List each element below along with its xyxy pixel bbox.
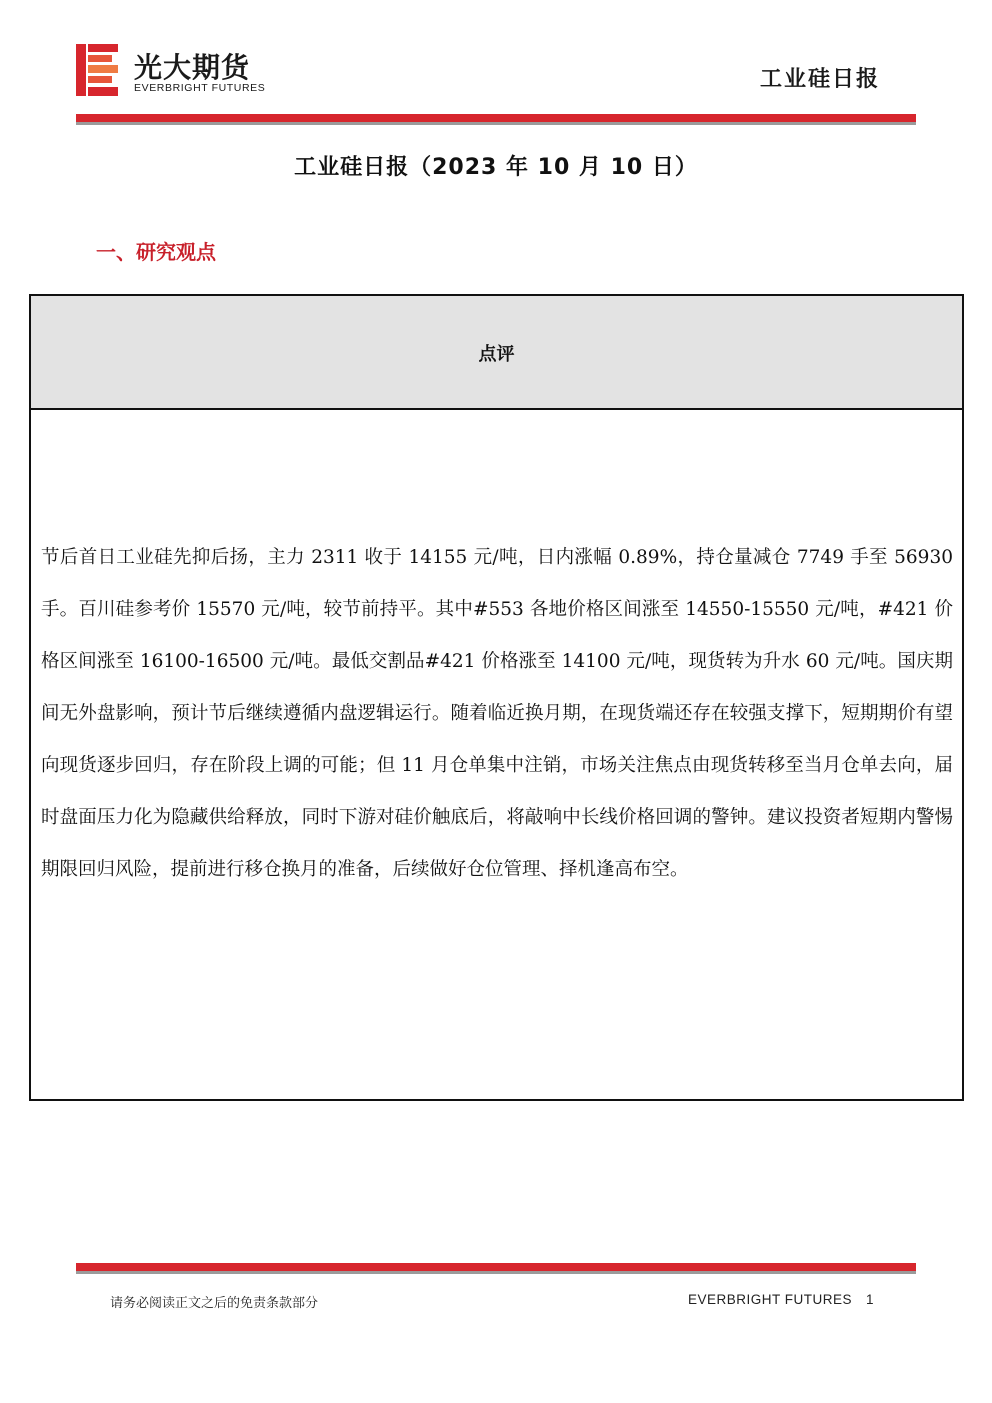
logo-chinese-name: 光大期货 bbox=[134, 51, 251, 84]
commentary-header-label: 点评 bbox=[478, 344, 515, 365]
logo-english-name: EVERBRIGHT FUTURES bbox=[134, 82, 266, 94]
commentary-table-header bbox=[31, 296, 962, 410]
report-name-header: 工业硅日报 bbox=[759, 67, 880, 92]
footer-brand-block bbox=[688, 1292, 874, 1307]
page-number: 1 bbox=[865, 1292, 874, 1307]
footer-disclaimer: 请务必阅读正文之后的免责条款部分 bbox=[110, 1296, 319, 1311]
header-divider bbox=[76, 114, 916, 125]
document-title: 工业硅日报（2023 年 10 月 10 日） bbox=[294, 155, 698, 180]
commentary-table bbox=[29, 294, 964, 1101]
footer-divider bbox=[76, 1263, 916, 1274]
commentary-body-text: 节后首日工业硅先抑后扬，主力 2311 收于 14155 元/吨，日内涨幅 0.89%，持仓量减仓 7749 手至 56930 手。百川硅参考价 15570 元/吨，较节前持平。其中#553 各地价格区间涨至 14550-15550 元/吨，#421 价格区间涨至 16100-16500 元/吨。最低交割品#421 价格涨至 14100 元/吨，现货转为升水 60 元/吨。国庆期间无外盘影响，预计节后继续遵循内盘逻辑运行。随着临近换月期，在现货端还存在较强支撑下，短期期价有望向现货逐步回归，存在阶段上调的可能；但 11 月仓单集中注销，市场关注焦点由现货转移至当月仓单去向，届时盘面压力化为隐藏供给释放，同时下游对硅价触底后，将敲响中长线价格回调的警钟。建议投资者短期内警惕期限回归风险，提前进行移仓换月的准备，后续做好仓位管理、择机逢高布空。 bbox=[41, 547, 953, 880]
footer-brand: EVERBRIGHT FUTURES bbox=[687, 1292, 852, 1307]
section-heading: 一、研究观点 bbox=[96, 240, 216, 264]
company-logo bbox=[76, 44, 286, 98]
everbright-logo-icon bbox=[76, 44, 120, 96]
